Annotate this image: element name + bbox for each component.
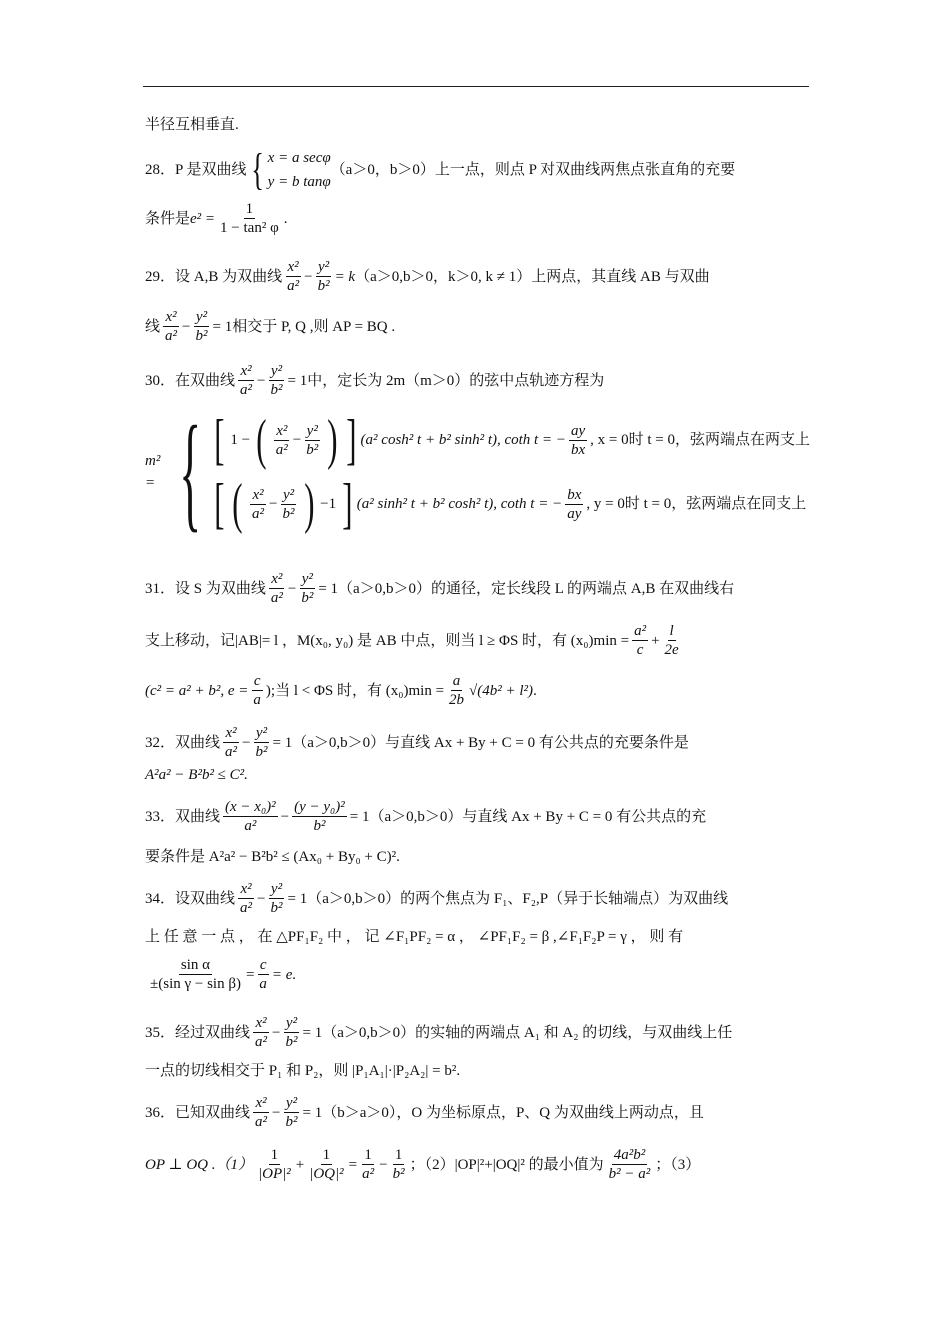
item-32-line1: 32．双曲线 $\frac{\text{x²}}{\text{a²}}$ − $\frac{\text{y²}}{\text{b²}}$ = 1 （a＞0,b＞0）与直线 Ax + By + C = 0 有公共点的充要条件是 [145,725,689,760]
item-31-text: （a＞0,b＞0）的通径，定长线段 L 的两端点 A,B 在双曲线右 [338,580,735,597]
case1-cond: , x = 0时 t = 0，弦两端点在两支上 [590,432,810,448]
locus-case-2: [ ( $\frac{\text{x²}}{\text{a²}}$ − $\frac{\text{y²}}{\text{b²}}$ ) −1 ] (a² sinh² t + b² cosh² t), coth t = − $\frac{bx}{ay}$ , y = 0时 t = 0，弦两端点在同支上 [213,473,807,535]
fraction: $\frac{\text{y²}}{\text{b²}}$ [282,486,295,522]
item-36-line2: OP ⊥ OQ .（1） $\frac{1}{\text{|OP|²}}$ + $\frac{1}{\text{|OQ|²}}$ = $\frac{1}{\text{a²}}$ − $\frac{1}{\text{b²}}$ ；（2）|OP|²+|OQ|² 的最小值为 $\frac{\text{4a²b²}}{\text{b² − a²}}$ ；（3） [145,1147,701,1182]
fraction: $\frac{a}{2b}$ [449,673,465,708]
fraction: $\frac{l}{2e}$ [664,623,679,658]
fraction: $\frac{\text{x²}}{\text{a²}}$ [287,259,300,294]
fraction: $\frac{\text{y²}}{\text{b²}}$ [270,363,283,398]
case2-cond: , y = 0时 t = 0，弦两端点在同支上 [586,496,807,512]
item-36-text3: ；（3） [655,1156,701,1173]
item-31-line3: (c² = a² + b², e = $\frac{c}{a}$ );当 l < ΦS 时，有 (x₀)min = $\frac{a}{2b}$ √(4b² + l²) . [145,673,537,708]
sys-eq-2: y = b tanφ [267,174,331,190]
item-34-text: （a＞0,b＞0）的两个焦点为 F₁、F₂,P（异于长轴端点）为双曲线 [307,890,729,907]
fraction: $\frac{\text{x²}}{\text{a²}}$ [255,1015,268,1050]
param-system: { x = a secφ y = b tanφ [250,145,331,194]
locus-lhs: m² = [145,453,161,491]
case1-expr: (a² cosh² t + b² sinh² t), coth t = − [360,432,566,448]
fraction: $\frac{\text{a²}}{c}$ [634,623,647,658]
item-31-text3: );当 l < ΦS 时，有 (x₀)min = [265,682,445,699]
item-31-text2: 支上移动，记|AB|= l ，M(x₀, y₀) 是 AB 中点，则当 l ≥ ΦS 时，有 (x₀)min = [145,632,630,649]
item-28-cond: 条件是 [145,210,191,227]
item-31-line2: 支上移动，记|AB|= l ，M(x₀, y₀) 是 AB 中点，则当 l ≥ ΦS 时，有 (x₀)min = $\frac{\text{a²}}{c}$ + $\frac{l}{2e}$ [145,623,679,658]
fraction: $\frac{1}{\text{b²}}$ [392,1147,405,1182]
fraction: $\frac{\text{x²}}{\text{a²}}$ [275,422,288,458]
item-33-line2: 要条件是 A²a² − B²b² ≤ (Ax₀ + By₀ + C)². [145,849,400,865]
item-29-line2: 线 $\frac{\text{x²}}{\text{a²}}$ − $\frac{\text{y²}}{\text{b²}}$ = 1 相交于 P, Q ,则 AP = BQ . [145,309,396,344]
fraction: $\frac{\text{y²}}{\text{b²}}$ [301,571,314,606]
item-28-line1 [145,146,735,194]
item-36-text2: ；（2）|OP|²+|OQ|² 的最小值为 [409,1156,604,1173]
item-35-text: （a＞0,b＞0）的实轴的两端点 A₁ 和 A₂ 的切线，与双曲线上任 [322,1024,733,1041]
item-34-prefix: 34．设双曲线 [145,890,236,907]
item-34-line1: 34．设双曲线 $\frac{\text{x²}}{\text{a²}}$ − $\frac{\text{y²}}{\text{b²}}$ = 1 （a＞0,b＞0）的两个焦点为 F₁、F₂,P（异于长轴端点）为双曲线 [145,881,729,916]
fraction: $\frac{\text{y²}}{\text{b²}}$ [195,309,208,344]
fraction: $\frac{\text{y²}}{\text{b²}}$ [306,422,319,458]
line-intro: 半径互相垂直. [145,117,239,133]
item-35-prefix: 35．经过双曲线 [145,1024,251,1041]
fraction: $\frac{\text{y²}}{\text{b²}}$ [317,259,330,294]
item-32-text: （a＞0,b＞0）与直线 Ax + By + C = 0 有公共点的充要条件是 [292,734,689,751]
fraction: $\frac{\text{(x − x₀)²}}{\text{a²}}$ [225,799,276,834]
item-29-text: （a＞0,b＞0，k＞0, k ≠ 1）上两点，其直线 AB 与双曲 [355,268,710,285]
e-squared: e² = [190,210,216,227]
fraction: $\frac{\text{y²}}{\text{b²}}$ [255,725,268,760]
item-33-line1: 33．双曲线 $\frac{\text{(x − x₀)²}}{\text{a²}}$ − $\frac{\text{(y − y₀)²}}{\text{b²}}$ = 1 （a＞0,b＞0）与直线 Ax + By + C = 0 有公共点的充 [145,799,707,834]
item-29-line1: 29．设 A,B 为双曲线 $\frac{\text{x²}}{\text{a²}}$ − $\frac{\text{y²}}{\text{b²}}$ = k （a＞0,b＞0，k＞0, k ≠ 1）上两点，其直线 AB 与双曲 [145,259,710,294]
item-36-prefix: 36．已知双曲线 [145,1104,251,1121]
fraction: $\frac{\text{sin α}}{\text{±(sin γ − sin β)}}$ [150,957,241,992]
item-35-line1: 35．经过双曲线 $\frac{\text{x²}}{\text{a²}}$ − $\frac{\text{y²}}{\text{b²}}$ = 1 （a＞0,b＞0）的实轴的两端点 A₁ 和 A₂ 的切线，与双曲线上任 [145,1015,733,1050]
fraction: $\frac{c}{a}$ [259,957,267,992]
item-31-prefix: 31．设 S 为双曲线 [145,580,266,597]
locus-case-1: [ 1 − ( $\frac{\text{x²}}{\text{a²}}$ − $\frac{\text{y²}}{\text{b²}}$ ) ] (a² cosh² t + b² sinh² t), coth t = − $\frac{ay}{bx}$ , x = 0时 t = 0，弦两端点在两支上 [213,409,810,471]
fraction: $\frac{\text{x²}}{\text{a²}}$ [270,571,283,606]
item-33-prefix: 33．双曲线 [145,808,221,825]
fraction: $\frac{\text{x²}}{\text{a²}}$ [240,363,253,398]
item-36-cond: OP ⊥ OQ .（1） [145,1156,253,1173]
item-34-line2: 上 任 意 一 点 ， 在 △PF₁F₂ 中 ， 记 ∠F₁PF₂ = α ， ∠PF₁F₂ = β ,∠F₁F₂P = γ ， 则 有 [145,929,684,945]
item-34-line3: $\frac{\text{sin α}}{\text{±(sin γ − sin β)}}$ = $\frac{c}{a}$ = e. [150,957,297,992]
fraction: $\frac{\text{x²}}{\text{a²}}$ [240,881,253,916]
fraction: $\frac{1}{\text{1 − tan² φ}}$ [220,201,279,236]
fraction: $\frac{c}{a}$ [253,673,261,708]
locus-cases [210,408,810,536]
fraction: $\frac{\text{y²}}{\text{b²}}$ [285,1095,298,1130]
item-30-prefix: 30．在双曲线 [145,372,236,389]
item-28-text: （a＞0，b＞0）上一点，则点 P 对双曲线两焦点张直角的充要 [330,162,736,178]
item-31-line1: 31．设 S 为双曲线 $\frac{\text{x²}}{\text{a²}}$ − $\frac{\text{y²}}{\text{b²}}$ = 1 （a＞0,b＞0）的通径，定长线段 L 的两端点 A,B 在双曲线右 [145,571,735,606]
item-28-line2: 条件是 e² = $\frac{1}{\text{1 − tan² φ}}$ . [145,201,288,236]
fraction: $\frac{\text{y²}}{\text{b²}}$ [285,1015,298,1050]
fraction: $\frac{\text{4a²b²}}{\text{b² − a²}}$ [608,1147,651,1182]
item-30-line1: 30．在双曲线 $\frac{\text{x²}}{\text{a²}}$ − $\frac{\text{y²}}{\text{b²}}$ = 1 中，定长为 2m（m＞0）的弦中点轨迹方程为 [145,363,605,398]
fraction: $\frac{ay}{bx}$ [570,422,586,458]
locus-equation: m² = { [ 1 − ( $\frac{\text{x²}}{\text{a²}}$ − $\frac{\text{y²}}{\text{b²}}$ ) ] (a² cosh² t + b² sinh² t), coth t = − $\frac{ay}{bx}$ , x = 0时 t = 0，弦两端点在两支上 [ ( $\frac{\text{x²}}{\text{a²}}$ − $\frac{\text{y²}}{\text{b²}}$ ) −1 ] (a² sinh² t + b² cosh² t), coth t = − $\frac{bx}{ay}$ , y = 0时 t = 0，弦两端点在同支上 [145,400,810,544]
item-36-text: （b＞a＞0），O 为坐标原点，P、Q 为双曲线上两动点，且 [322,1104,704,1121]
item-29-text2: 相交于 P, Q ,则 AP = BQ . [232,318,396,335]
fraction: $\frac{1}{\text{|OP|²}}$ [258,1147,291,1182]
fraction: $\frac{\text{(y − y₀)²}}{\text{b²}}$ [294,799,345,834]
item-35-line2: 一点的切线相交于 P₁ 和 P₂，则 |P₁A₁|·|P₂A₂| = b². [145,1063,461,1079]
item-32-prefix: 32．双曲线 [145,734,221,751]
fraction: $\frac{bx}{ay}$ [567,486,582,522]
fraction: $\frac{\text{x²}}{\text{a²}}$ [252,486,265,522]
fraction: $\frac{\text{y²}}{\text{b²}}$ [270,881,283,916]
fraction: $\frac{1}{\text{a²}}$ [362,1147,375,1182]
fraction: $\frac{\text{x²}}{\text{a²}}$ [165,309,178,344]
item-29-prefix: 29．设 A,B 为双曲线 [145,268,283,285]
item-33-text: （a＞0,b＞0）与直线 Ax + By + C = 0 有公共点的充 [369,808,707,825]
item-28-prefix: 28．P 是双曲线 [145,162,247,178]
fraction: $\frac{1}{\text{|OQ|²}}$ [309,1147,344,1182]
fraction: $\frac{\text{x²}}{\text{a²}}$ [225,725,238,760]
item-30-text: 中，定长为 2m（m＞0）的弦中点轨迹方程为 [307,372,605,389]
item-31-def: (c² = a² + b², e = [145,682,249,699]
item-32-line2: A²a² − B²b² ≤ C². [145,767,248,783]
sqrt-expr: √(4b² + l²) [469,682,534,699]
fraction: $\frac{\text{x²}}{\text{a²}}$ [255,1095,268,1130]
case2-expr: (a² sinh² t + b² cosh² t), coth t = − [356,496,563,512]
header-rule [143,86,809,87]
sys-eq-1: x = a secφ [267,150,331,166]
item-36-line1: 36．已知双曲线 $\frac{\text{x²}}{\text{a²}}$ − $\frac{\text{y²}}{\text{b²}}$ = 1 （b＞a＞0），O 为坐标原点，P、Q 为双曲线上两动点，且 [145,1095,704,1130]
